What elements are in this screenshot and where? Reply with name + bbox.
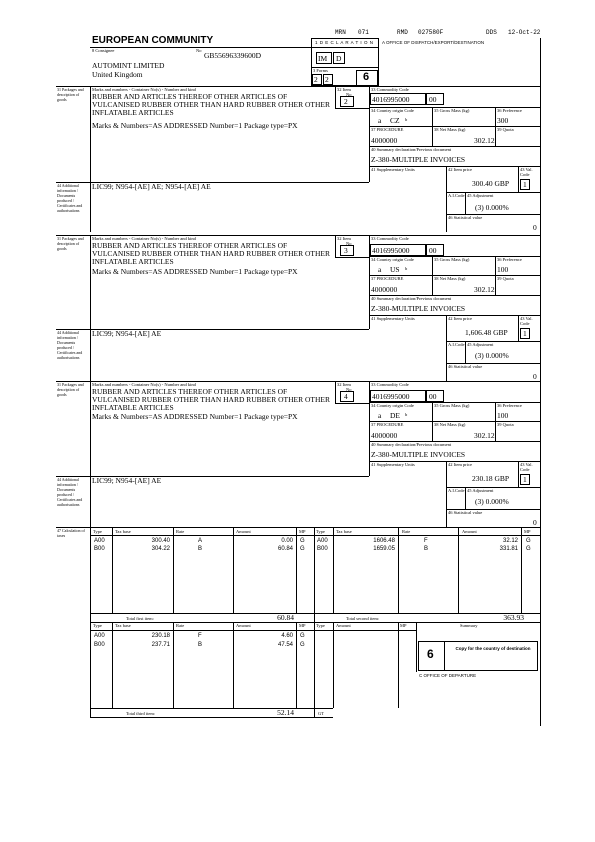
total-third-label: Total third item: [126, 711, 156, 716]
summary-1: Z-380-MULTIPLE INVOICES [371, 155, 466, 164]
procedure-label-1: 37 PROCEDURE [371, 127, 404, 132]
ai-label-2: A.I.Code [448, 342, 465, 347]
summary-3: Z-380-MULTIPLE INVOICES [371, 450, 466, 459]
procedure-3: 4000000 [371, 431, 398, 440]
summary-label-2: 40 Summary declaration/Previous document [371, 296, 452, 301]
date-value: 12-Oct-22 [508, 29, 541, 36]
date-label: DDS [486, 29, 497, 36]
origin-label-1: 34 Country origin Code [371, 108, 414, 113]
origin-code-3: a [378, 411, 382, 420]
stat-1: 0 [533, 223, 537, 232]
quota-label-1: 39 Quota [497, 127, 514, 132]
packages-label-3: 31 Packages and description of goods [57, 382, 84, 397]
price-label-1: 42 Item price [448, 167, 472, 172]
commodity-suffix-1: 00 [429, 95, 437, 104]
total-first-label: Total first item: [126, 616, 154, 621]
item-number-3: 4 [344, 392, 348, 401]
mrn-label: MRN [335, 29, 346, 36]
vat-2: 1 [523, 329, 527, 338]
forms-a: 2 [314, 75, 318, 84]
vat-label-3: 43 Val. Code [520, 462, 533, 472]
commodity-2: 4016995000 [372, 246, 410, 255]
departure-label: C OFFICE OF DEPARTURE [419, 673, 477, 678]
item-number-1: 2 [344, 97, 348, 106]
total-third: 52.14 [277, 708, 294, 717]
no-label: No [196, 48, 202, 53]
marks-label-1: Marks and numbers - Container No(s) - Number and kind [92, 87, 196, 92]
consignee-name: AUTOMINT LIMITED [92, 61, 165, 70]
forms-b: 2 [325, 75, 329, 84]
procedure-label-2: 37 PROCEDURE [371, 276, 404, 281]
procedure-label-3: 37 PROCEDURE [371, 422, 404, 427]
origin-value-1: CZ [390, 116, 400, 125]
summary-label-1: 40 Summary declaration/Previous document [371, 147, 452, 152]
mrn-value: 071 [358, 29, 369, 36]
office-label: A OFFICE OF DISPATCH/EXPORT/DESTINATION [382, 40, 485, 45]
declaration-type-b: D [336, 54, 342, 63]
consignee-label: 8 Consignee [92, 48, 115, 53]
adj-label-2: 45 Adjustment [467, 342, 494, 347]
item-number-2: 3 [344, 246, 348, 255]
adj-label-1: 45 Adjustment [467, 193, 494, 198]
preference-label-2: 36 Preference [497, 257, 522, 262]
adj-3: (3) 0.000% [475, 497, 509, 506]
packages-label-1: 31 Packages and description of goods [57, 87, 84, 102]
items-total: 6 [363, 71, 370, 83]
adj-2: (3) 0.000% [475, 351, 509, 360]
vat-label-1: 43 Val. Code [520, 167, 533, 177]
procedure-1: 4000000 [371, 136, 398, 145]
summary-label-3: 40 Summary declaration/Previous document [371, 442, 452, 447]
community-title: EUROPEAN COMMUNITY [92, 35, 214, 46]
forms-label: 3 Forms [313, 68, 328, 73]
net-1: 302.12 [474, 136, 495, 145]
supp-label-2: 41 Supplementary Units [371, 316, 415, 321]
price-2: 1,606.48 GBP [465, 328, 508, 337]
net-2: 302.12 [474, 285, 495, 294]
addl-label-1: 44 Additional information / Documents produced / Certificates and authorisations [57, 183, 83, 213]
description-1: RUBBER AND ARTICLES THEREOF OTHER ARTICLES OF VULCANISED RUBBER OTHER THAN HARD RUBBER OTHER OTHER INFLATABLE ARTICLES [92, 92, 330, 117]
quota-label-3: 39 Quota [497, 422, 514, 427]
preference-1: 300 [497, 116, 509, 125]
copy-text: Copy for the country of destination [455, 646, 531, 651]
supp-label-3: 41 Supplementary Units [371, 462, 415, 467]
price-3: 230.18 GBP [472, 474, 510, 483]
supp-label-1: 41 Supplementary Units [371, 167, 415, 172]
commodity-1: 4016995000 [372, 95, 410, 104]
total-first: 60.84 [277, 613, 294, 622]
addl-label-2: 44 Additional information / Documents produced / Certificates and authorisations [57, 330, 83, 360]
copy-number: 6 [427, 647, 434, 661]
price-1: 300.40 GBP [472, 179, 510, 188]
packages-label-2: 31 Packages and description of goods [57, 236, 84, 251]
addl-2: LIC99; N954-[AE] AE [92, 329, 162, 338]
marks-label-3: Marks and numbers - Container No(s) - Number and kind [92, 382, 196, 387]
origin-value-2: US [390, 265, 400, 274]
gt-label: GT [318, 711, 324, 716]
procedure-2: 4000000 [371, 285, 398, 294]
declaration-type-a: IM [318, 54, 328, 63]
stat-2: 0 [533, 372, 537, 381]
consignee-number: GB55696339600D [204, 51, 262, 60]
marks-2: Marks & Numbers=AS ADDRESSED Number=1 Package type=PX [92, 267, 298, 276]
quota-label-2: 39 Quota [497, 276, 514, 281]
marks-1: Marks & Numbers=AS ADDRESSED Number=1 Package type=PX [92, 121, 298, 130]
net-3: 302.12 [474, 431, 495, 440]
adj-1: (3) 0.000% [475, 203, 509, 212]
ai-label-3: A.I.Code [448, 488, 465, 493]
gross-label-3: 35 Gross Mass (kg) [434, 403, 470, 408]
commodity-label-3: 33 Commodity Code [371, 382, 409, 387]
net-label-2: 38 Net Mass (kg) [434, 276, 466, 281]
marks-3: Marks & Numbers=AS ADDRESSED Number=1 Package type=PX [92, 412, 298, 421]
rmd-label: RMD [397, 29, 408, 36]
vat-3: 1 [523, 475, 527, 484]
commodity-3: 4016995000 [372, 392, 410, 401]
addl-label-3: 44 Additional information / Documents produced / Certificates and authorisations [57, 477, 83, 507]
calc-label: 47 Calculation of taxes [57, 528, 85, 538]
stat-label-2: 46 Statistical value [448, 364, 483, 369]
total-second: 363.93 [503, 613, 524, 622]
preference-label-1: 36 Preference [497, 108, 522, 113]
preference-label-3: 36 Preference [497, 403, 522, 408]
preference-2: 100 [497, 265, 509, 274]
net-label-3: 38 Net Mass (kg) [434, 422, 466, 427]
description-2: RUBBER AND ARTICLES THEREOF OTHER ARTICLES OF VULCANISED RUBBER OTHER THAN HARD RUBBER OTHER OTHER INFLATABLE ARTICLES [92, 241, 330, 266]
adj-label-3: 45 Adjustment [467, 488, 494, 493]
origin-code-1: a [378, 116, 382, 125]
vat-label-2: 43 Val. Code [520, 316, 533, 326]
commodity-label-1: 33 Commodity Code [371, 87, 409, 92]
commodity-label-2: 33 Commodity Code [371, 236, 409, 241]
price-label-2: 42 Item price [448, 316, 472, 321]
net-label-1: 38 Net Mass (kg) [434, 127, 466, 132]
commodity-suffix-3: 00 [429, 392, 437, 401]
gross-label-1: 35 Gross Mass (kg) [434, 108, 470, 113]
preference-3: 100 [497, 411, 509, 420]
commodity-suffix-2: 00 [429, 246, 437, 255]
origin-code-2: a [378, 265, 382, 274]
total-second-label: Total second item: [346, 616, 380, 621]
summary-2: Z-380-MULTIPLE INVOICES [371, 304, 466, 313]
stat-label-1: 46 Statistical value [448, 215, 483, 220]
addl-1: LIC99; N954-[AE] AE; N954-[AE] AE [92, 182, 211, 191]
stat-label-3: 46 Statistical value [448, 510, 483, 515]
marks-label-2: Marks and numbers - Container No(s) - Number and kind [92, 236, 196, 241]
origin-label-2: 34 Country origin Code [371, 257, 414, 262]
description-3: RUBBER AND ARTICLES THEREOF OTHER ARTICLES OF VULCANISED RUBBER OTHER THAN HARD RUBBER OTHER OTHER INFLATABLE ARTICLES [92, 387, 330, 412]
vat-1: 1 [523, 180, 527, 189]
rmd-value: 027580F [418, 29, 444, 36]
ai-label-1: A.I.Code [448, 193, 465, 198]
addl-3: LIC99; N954-[AE] AE [92, 476, 162, 485]
stat-3: 0 [533, 518, 537, 527]
price-label-3: 42 Item price [448, 462, 472, 467]
origin-value-3: DE [390, 411, 400, 420]
summary-label: Summary [460, 623, 478, 628]
consignee-country: United Kingdom [92, 70, 143, 79]
gross-label-2: 35 Gross Mass (kg) [434, 257, 470, 262]
origin-label-3: 34 Country origin Code [371, 403, 414, 408]
declaration-label: 1 D E C L A R A T I O N [315, 40, 374, 45]
